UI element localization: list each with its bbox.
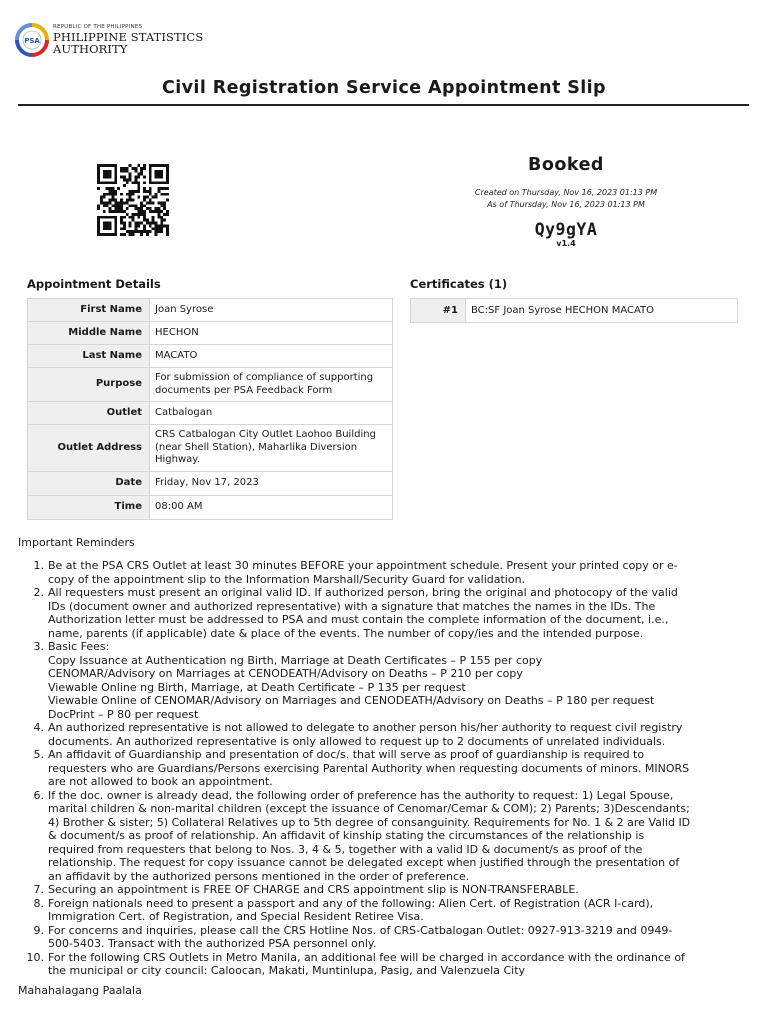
reminder-item [33,586,756,640]
reminder-text-line: relationship. The request for copy issuance cannot be delegated except when justified through the presentation of [48,856,680,869]
reminder-text-line: & document/s as proof of relationship. An affidavit of kinship stating the circumstances of the relationship is [48,829,645,842]
reminder-item [33,748,756,789]
reminder-item [33,721,756,748]
reminder-text-line: the municipal or city council: Caloocan, Makati, Muntinlupa, Pasig, and Valenzuela City [48,964,526,977]
reminder-text-line: Securing an appointment is FREE OF CHARGE and CRS appointment slip is NON-TRANSFERABLE. [48,883,579,896]
detail-value [150,425,393,472]
detail-value-line: CRS Catbalogan City Outlet Laohoo Building [155,428,376,440]
detail-value [150,368,393,402]
reminder-text-line: marital children & non-marital children (except the issuance of Cenomar/Cemar & COM); 2) Parents; 3)Descendants; [48,802,690,815]
detail-row [28,368,393,402]
reminder-number: 7. [33,883,44,896]
detail-label: Outlet Address [28,425,150,472]
reminder-text-line: Viewable Online ng Birth, Marriage, at Death Certificate – P 135 per request [48,680,466,694]
reminder-text-line: DocPrint – P 80 per request [48,707,199,721]
reminder-number: 6. [33,788,44,802]
detail-value-line: documents per PSA Feedback Form [155,384,333,396]
reference-code: Qy9gYA [534,220,598,239]
reminder-text-line: Immigration Cert. of Registration, and Special Resident Retiree Visa. [48,910,424,923]
detail-value-line: For submission of compliance of supporting [155,371,374,383]
certificate-description: BC:SF Joan Syrose HECHON MACATO [466,299,738,323]
reminder-item [33,559,756,586]
detail-label: Date [28,472,150,496]
qr-code-icon [95,164,171,236]
reminder-item [33,923,756,951]
reminder-item [33,640,756,721]
appointment-details-table [27,298,393,520]
reminders-list [26,559,756,978]
reminder-item [26,950,756,978]
reminder-number: 3. [33,640,44,653]
republic-label: REPUBLIC OF THE PHILIPPINES [53,23,143,30]
detail-value-line: Joan Syrose [155,303,214,315]
reminder-text-line: CENOMAR/Advisory on Marriages at CENODEATH/Advisory on Deaths – P 210 per copy [48,667,523,680]
reminder-number: 5. [33,748,44,761]
detail-value-line: Catbalogan [155,406,213,418]
reminder-text-line: For the following CRS Outlets in Metro Manila, an additional fee will be charged in accordance with the ordinance of [48,950,685,964]
reminder-text-line: For concerns and inquiries, please call the CRS Hotline Nos. of CRS-Catbalogan Outlet: 0927-913-3219 and 0949- [48,923,673,937]
reminder-text-line: are not allowed to book an appointment. [48,775,273,788]
reminder-item [33,788,756,884]
psa-logo [14,18,224,62]
certificates-heading: Certificates (1) [410,277,508,291]
reminder-number: 8. [33,896,44,910]
detail-value-line: HECHON [155,326,199,338]
reminder-text-line: 4) Brother & sister; 5) Collateral Relatives up to 5th degree of consanguinity. Requirements for No. 1 & 2 are Valid ID [48,815,691,829]
detail-row [28,472,393,496]
reminder-item [33,883,756,897]
created-timestamp: Created on Thursday, Nov 16, 2023 01:13 PM [474,188,658,197]
reminder-text-line: Viewable Online of CENOMAR/Advisory on Marriages and CENODEATH/Advisory on Deaths – P 180 per request [48,694,655,707]
reminder-text-line: Basic Fees: [48,640,110,653]
detail-value [150,299,393,322]
reminder-text-line: documents. An authorized representative is only allowed to request up to 2 documents of unrelated individuals. [48,734,666,748]
psa-seal-icon [14,22,50,58]
booking-status: Booked [528,155,604,175]
detail-row [28,496,393,520]
detail-row [28,299,393,322]
reminder-number: 4. [33,721,44,734]
reminder-number: 9. [33,923,44,937]
certificate-row [411,299,738,323]
reminder-number: 2. [33,586,44,599]
appointment-details-heading: Appointment Details [27,277,161,291]
certificate-number: #1 [411,299,466,323]
as-of-timestamp: As of Thursday, Nov 16, 2023 01:13 PM [487,200,645,209]
detail-value [150,496,393,520]
detail-label: Time [28,496,150,520]
detail-value [150,345,393,368]
reminder-text-line: All requesters must present an original valid ID. If authorized person, bring the original and photocopy of the valid [48,586,678,599]
detail-row [28,322,393,345]
detail-value-line: 08:00 AM [155,501,203,513]
reminder-text-line: requesters who are Guardians/Persons exercising Parental Authority when requesting documents of minors. MINORS [48,761,690,775]
detail-value-line: MACATO [155,349,198,361]
reminder-text-line: IDs (document owner and authorized representative) with a signature that matches the names in the IDs. The [48,599,656,613]
detail-label: Last Name [28,345,150,368]
reminder-text-line: Foreign nationals need to present a passport and any of the following: Alien Cert. of Registration (ACR I-card), [48,896,654,910]
svg-text:PSA: PSA [24,37,40,45]
version-label: v1.4 [556,239,576,248]
title-divider [18,104,749,106]
detail-value-line: Highway. [155,454,200,466]
detail-value [150,472,393,496]
reminder-text-line: 500-5403. Transact with the authorized PSA personnel only. [48,937,377,950]
reminder-text-line: copy of the appointment slip to the Information Marshall/Security Guard for validation. [48,572,526,586]
detail-label: Purpose [28,368,150,402]
detail-value-line: (near Shell Station), Maharlika Diversion [155,441,358,453]
reminder-text-line: If the doc. owner is already dead, the following order of preference has the authority to request: 1) Legal Spouse, [48,788,674,802]
detail-row [28,402,393,425]
reminder-text-line: an affidavit by the authorized persons mentioned in the order of preference. [48,869,470,883]
important-reminders-heading: Important Reminders [18,536,135,549]
detail-row [28,345,393,368]
detail-row [28,425,393,472]
reminder-text-line: Authorization letter must be addressed to PSA and must contain the complete information of the document, i.e., [48,613,669,626]
reminder-item [33,896,756,924]
reminder-text-line: Copy Issuance at Authentication ng Birth, Marriage at Death Certificates – P 155 per copy [48,653,543,667]
detail-value [150,322,393,345]
detail-label: First Name [28,299,150,322]
reminder-number: 10. [26,950,44,964]
detail-value-line: Friday, Nov 17, 2023 [155,477,259,489]
reminder-text-line: name, parents (if applicable) date & place of the events. The number of copy/ies and the intended purpose. [48,626,644,640]
reminder-text-line: required from requesters that belong to Nos. 3, 4 & 5, together with a valid ID & document/s as proof of the [48,842,643,856]
page-title: Civil Registration Service Appointment Slip [161,78,606,98]
reminder-number: 1. [33,559,44,572]
mahahalagang-paalala-heading: Mahahalagang Paalala [18,984,142,997]
detail-label: Outlet [28,402,150,425]
reminder-text-line: An affidavit of Guardianship and presentation of doc/s. that will serve as proof of guardianship is required to [48,748,645,761]
detail-label: Middle Name [28,322,150,345]
reminder-text-line: Be at the PSA CRS Outlet at least 30 minutes BEFORE your appointment schedule. Present your printed copy or e- [48,559,678,572]
detail-value [150,402,393,425]
certificates-table [410,298,738,323]
reminder-text-line: An authorized representative is not allowed to delegate to another person his/her authority to request civil registry [48,721,683,734]
agency-name: PHILIPPINE STATISTICS AUTHORITY [53,30,204,56]
